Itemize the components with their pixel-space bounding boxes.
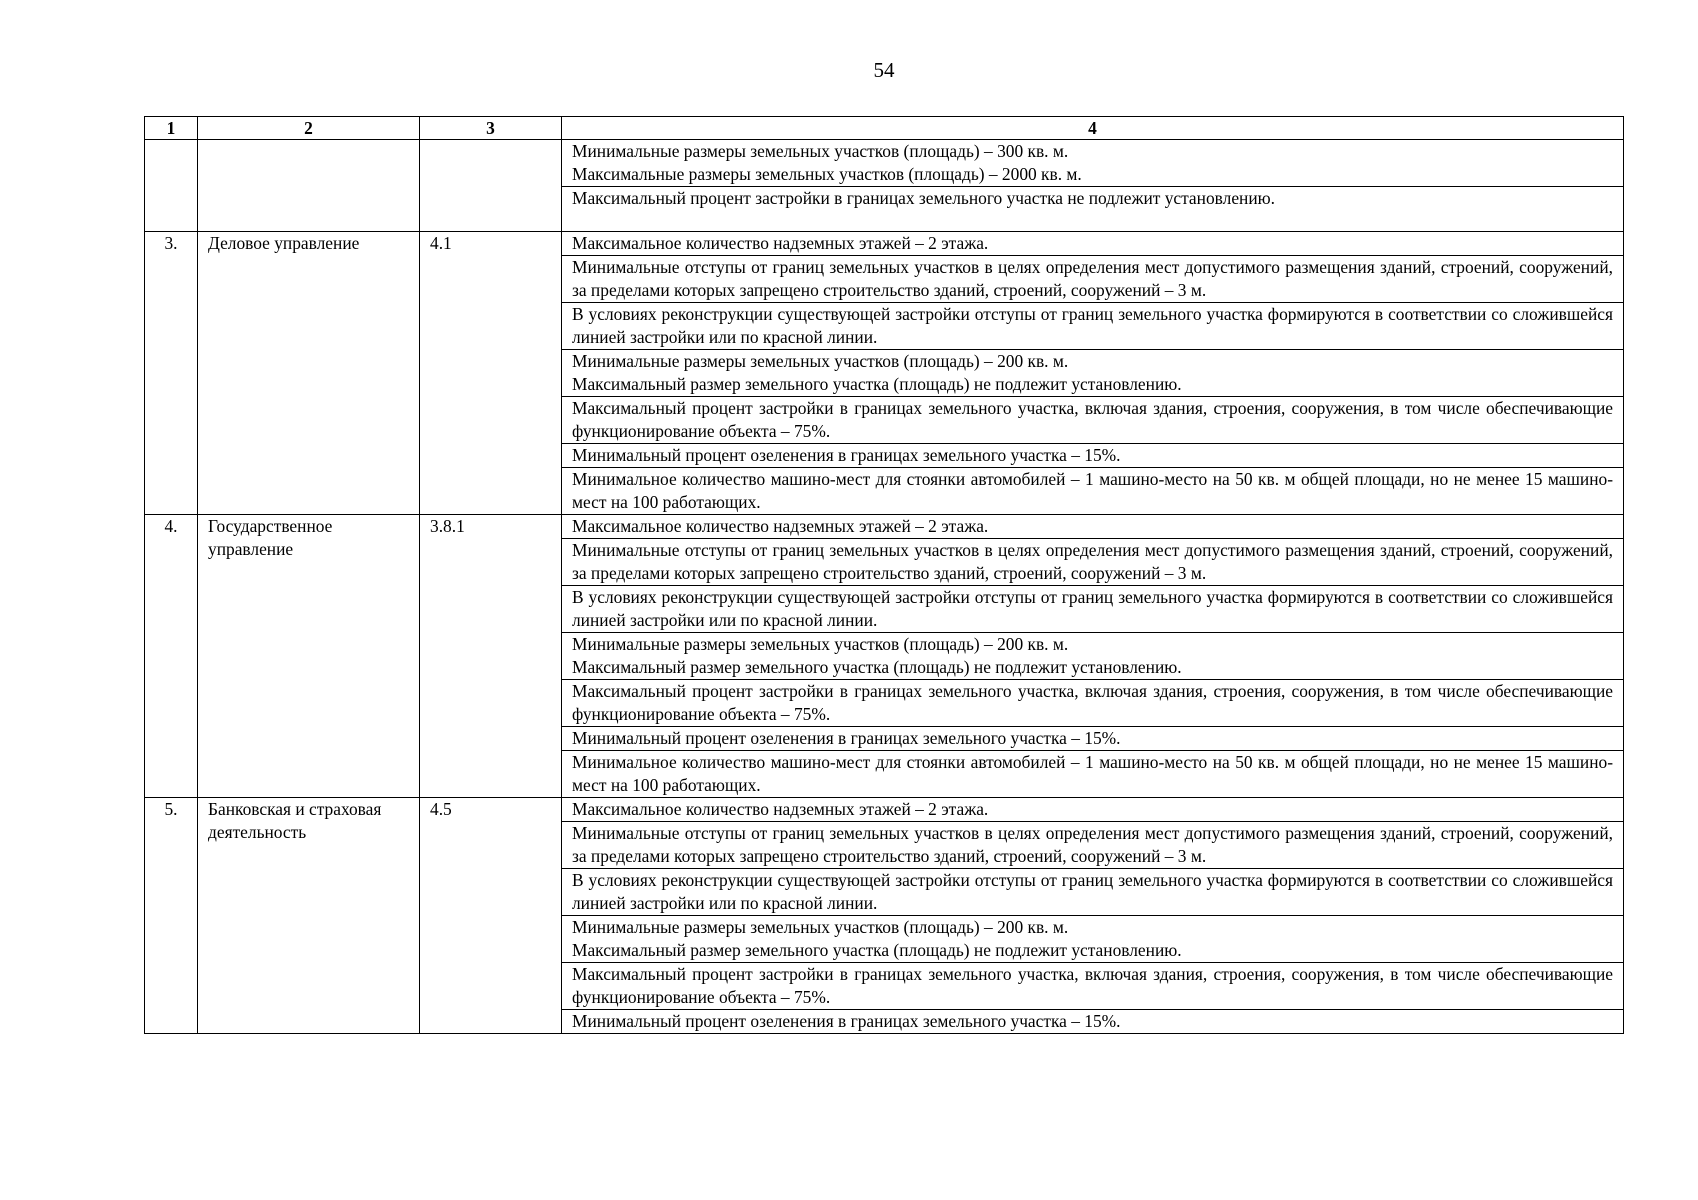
table-row <box>145 232 1624 256</box>
parameter-text: Минимальный процент озеленения в границах земельного участка – 15%. <box>572 1011 1121 1031</box>
parameter-cell <box>562 798 1624 822</box>
parameter-cell <box>562 187 1624 232</box>
use-name-cell: Государственное управление <box>198 515 420 798</box>
parameter-text: Минимальный процент озеленения в границах земельного участка – 15%. <box>572 728 1121 748</box>
parameter-text: Максимальный процент застройки в границах земельного участка не подлежит установлению. <box>572 188 1275 208</box>
parameter-cell <box>562 586 1624 633</box>
parameter-cell <box>562 515 1624 539</box>
parameter-cell <box>562 444 1624 468</box>
parameter-cell <box>562 963 1624 1010</box>
row-number-cell <box>145 140 198 232</box>
table-row <box>145 798 1624 822</box>
parameter-text: Минимальные размеры земельных участков (площадь) – 300 кв. м. <box>572 141 1069 161</box>
parameter-text: Минимальные отступы от границ земельных участков в целях определения мест допустимого размещения зданий, строений, сооружений, за пределами которых запрещено строительство зданий, строений, сооружений – 3 м. <box>572 823 1613 866</box>
row-number-cell: 4. <box>145 515 198 798</box>
parameter-text: Минимальные отступы от границ земельных участков в целях определения мест допустимого размещения зданий, строений, сооружений, за пределами которых запрещено строительство зданий, строений, сооружений – 3 м. <box>572 257 1613 300</box>
parameter-text: Максимальный размер земельного участка (площадь) не подлежит установлению. <box>572 657 1182 677</box>
use-name-cell: Банковская и страховая деятельность <box>198 798 420 1034</box>
use-code-cell <box>420 140 562 232</box>
parameter-text: Минимальные отступы от границ земельных участков в целях определения мест допустимого размещения зданий, строений, сооружений, за пределами которых запрещено строительство зданий, строений, сооружений – 3 м. <box>572 540 1613 583</box>
parameter-text: Максимальный процент застройки в границах земельного участка, включая здания, строения, сооружения, в том числе обеспечивающие функционирование объекта – 75%. <box>572 398 1613 441</box>
column-header: 2 <box>198 117 420 140</box>
parameter-cell <box>562 1010 1624 1034</box>
parameter-cell <box>562 822 1624 869</box>
row-number-cell: 3. <box>145 232 198 515</box>
parameter-cell <box>562 727 1624 751</box>
parameter-cell <box>562 350 1624 397</box>
column-header: 4 <box>562 117 1624 140</box>
parameter-cell <box>562 633 1624 680</box>
parameter-text: В условиях реконструкции существующей застройки отступы от границ земельного участка формируются в соответствии со сложившейся линией застройки или по красной линии. <box>572 870 1613 913</box>
use-code-cell: 4.1 <box>420 232 562 515</box>
header-row <box>145 117 1624 140</box>
parameter-text: Максимальный размер земельного участка (площадь) не подлежит установлению. <box>572 940 1182 960</box>
parameter-text: Максимальное количество надземных этажей – 2 этажа. <box>572 233 989 253</box>
parameter-text: Максимальный процент застройки в границах земельного участка, включая здания, строения, сооружения, в том числе обеспечивающие функционирование объекта – 75%. <box>572 964 1613 1007</box>
parameter-text: Максимальный процент застройки в границах земельного участка, включая здания, строения, сооружения, в том числе обеспечивающие функционирование объекта – 75%. <box>572 681 1613 724</box>
parameter-cell <box>562 303 1624 350</box>
parameter-text: Максимальное количество надземных этажей – 2 этажа. <box>572 516 989 536</box>
parameter-text: В условиях реконструкции существующей застройки отступы от границ земельного участка формируются в соответствии со сложившейся линией застройки или по красной линии. <box>572 587 1613 630</box>
parameter-text: Максимальный размер земельного участка (площадь) не подлежит установлению. <box>572 374 1182 394</box>
use-name-cell: Деловое управление <box>198 232 420 515</box>
parameter-cell <box>562 680 1624 727</box>
row-number-cell: 5. <box>145 798 198 1034</box>
parameter-cell <box>562 256 1624 303</box>
parameter-cell <box>562 397 1624 444</box>
column-header: 3 <box>420 117 562 140</box>
parameter-cell <box>562 539 1624 586</box>
parameter-text: Минимальные размеры земельных участков (площадь) – 200 кв. м. <box>572 351 1069 371</box>
use-name-cell <box>198 140 420 232</box>
column-header: 1 <box>145 117 198 140</box>
parameter-cell <box>562 232 1624 256</box>
parameter-text: Минимальное количество машино-мест для стоянки автомобилей – 1 машино-место на 50 кв. м общей площади, но не менее 15 машино-мест на 100 работающих. <box>572 752 1613 795</box>
parameter-cell <box>562 869 1624 916</box>
parameter-cell <box>562 140 1624 187</box>
parameter-cell <box>562 751 1624 798</box>
parameter-cell <box>562 468 1624 515</box>
page-number: 54 <box>873 58 895 82</box>
regulations-table <box>144 116 1624 1034</box>
parameter-text: Минимальные размеры земельных участков (площадь) – 200 кв. м. <box>572 917 1069 937</box>
parameter-text: В условиях реконструкции существующей застройки отступы от границ земельного участка формируются в соответствии со сложившейся линией застройки или по красной линии. <box>572 304 1613 347</box>
parameter-text: Минимальный процент озеленения в границах земельного участка – 15%. <box>572 445 1121 465</box>
table-row <box>145 140 1624 187</box>
parameter-text: Максимальные размеры земельных участков (площадь) – 2000 кв. м. <box>572 164 1082 184</box>
parameter-text: Максимальное количество надземных этажей – 2 этажа. <box>572 799 989 819</box>
table-body <box>145 140 1624 1034</box>
table-row <box>145 515 1624 539</box>
use-code-cell: 3.8.1 <box>420 515 562 798</box>
parameter-text: Минимальное количество машино-мест для стоянки автомобилей – 1 машино-место на 50 кв. м общей площади, но не менее 15 машино-мест на 100 работающих. <box>572 469 1613 512</box>
parameter-text: Минимальные размеры земельных участков (площадь) – 200 кв. м. <box>572 634 1069 654</box>
use-code-cell: 4.5 <box>420 798 562 1034</box>
parameter-cell <box>562 916 1624 963</box>
